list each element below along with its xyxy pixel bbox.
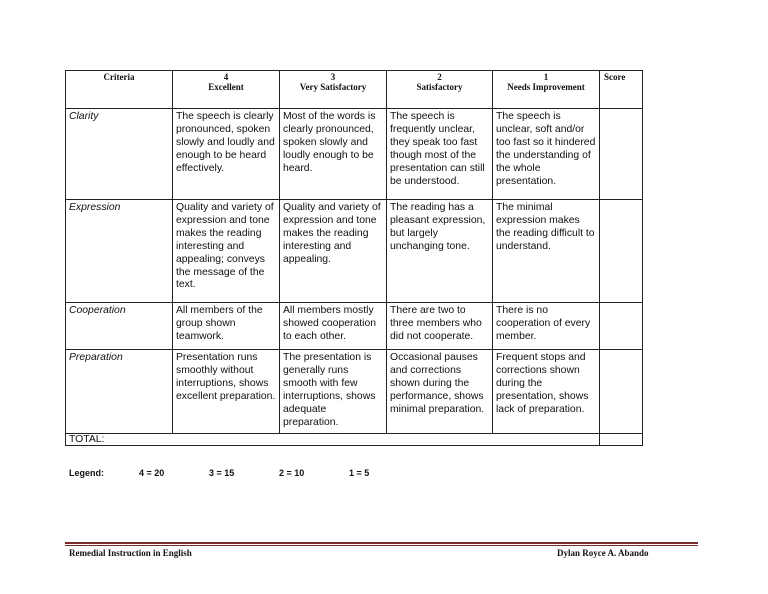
legend-item: 4 = 20 — [139, 468, 165, 478]
header-level-1-number: 1 — [543, 72, 549, 82]
level-4-cell: Quality and variety of expression and tone makes the reading interesting and appealing; conveys the message of the text. — [173, 200, 280, 303]
footer-divider-thin — [65, 545, 698, 546]
header-score: Score — [600, 71, 643, 109]
level-3-cell: Most of the words is clearly pronounced, spoken slowly and loudly enough to be heard. — [280, 109, 387, 200]
rubric-table — [65, 70, 643, 446]
level-3-cell: Quality and variety of expression and tone makes the reading interesting and appealing. — [280, 200, 387, 303]
table-row — [66, 350, 643, 434]
header-level-1 — [493, 71, 600, 109]
total-score-cell[interactable] — [600, 434, 643, 446]
criterion-cell: Cooperation — [66, 303, 173, 350]
level-4-cell: The speech is clearly pronounced, spoken slowly and loudly and enough to be heard effectively. — [173, 109, 280, 200]
criterion-cell: Expression — [66, 200, 173, 303]
level-4-cell: Presentation runs smoothly without interruptions, shows excellent preparation. — [173, 350, 280, 434]
legend-item: 2 = 10 — [279, 468, 305, 478]
header-level-3-label: Very Satisfactory — [299, 82, 367, 92]
score-cell[interactable] — [600, 303, 643, 350]
level-3-cell: The presentation is generally runs smooth with few interruptions, shows adequate preparation. — [280, 350, 387, 434]
footer-divider — [65, 542, 698, 544]
level-1-cell: There is no cooperation of every member. — [493, 303, 600, 350]
criterion-cell: Clarity — [66, 109, 173, 200]
legend-label: Legend: — [69, 468, 104, 478]
total-label: TOTAL: — [66, 434, 600, 446]
score-cell[interactable] — [600, 109, 643, 200]
table-row — [66, 303, 643, 350]
header-level-4 — [173, 71, 280, 109]
footer-author: Dylan Royce A. Abando — [557, 548, 649, 558]
level-2-cell: The reading has a pleasant expression, but largely unchanging tone. — [387, 200, 493, 303]
footer-course-title: Remedial Instruction in English — [69, 548, 192, 558]
header-level-3 — [280, 71, 387, 109]
table-row — [66, 200, 643, 303]
header-level-4-number: 4 — [223, 72, 229, 82]
header-level-3-number: 3 — [330, 72, 336, 82]
header-level-2-label: Satisfactory — [416, 82, 463, 92]
level-4-cell: All members of the group shown teamwork. — [173, 303, 280, 350]
level-1-cell: The speech is unclear, soft and/or too fast so it hindered the understanding of the whole presentation. — [493, 109, 600, 200]
table-row — [66, 109, 643, 200]
level-2-cell: There are two to three members who did not cooperate. — [387, 303, 493, 350]
total-row — [66, 434, 643, 446]
legend-item: 3 = 15 — [209, 468, 235, 478]
level-2-cell: The speech is frequently unclear, they speak too fast though most of the presentation can still be understood. — [387, 109, 493, 200]
criterion-cell: Preparation — [66, 350, 173, 434]
header-row — [66, 71, 643, 109]
score-cell[interactable] — [600, 200, 643, 303]
header-level-4-label: Excellent — [208, 82, 244, 92]
header-level-2 — [387, 71, 493, 109]
header-criteria: Criteria — [66, 71, 173, 109]
header-level-1-label: Needs Improvement — [507, 82, 585, 92]
header-level-2-number: 2 — [437, 72, 442, 82]
score-cell[interactable] — [600, 350, 643, 434]
level-2-cell: Occasional pauses and corrections shown during the performance, shows minimal preparation. — [387, 350, 493, 434]
level-3-cell: All members mostly showed cooperation to each other. — [280, 303, 387, 350]
legend-item: 1 = 5 — [349, 468, 370, 478]
level-1-cell: Frequent stops and corrections shown during the presentation, shows lack of preparation. — [493, 350, 600, 434]
level-1-cell: The minimal expression makes the reading difficult to understand. — [493, 200, 600, 303]
